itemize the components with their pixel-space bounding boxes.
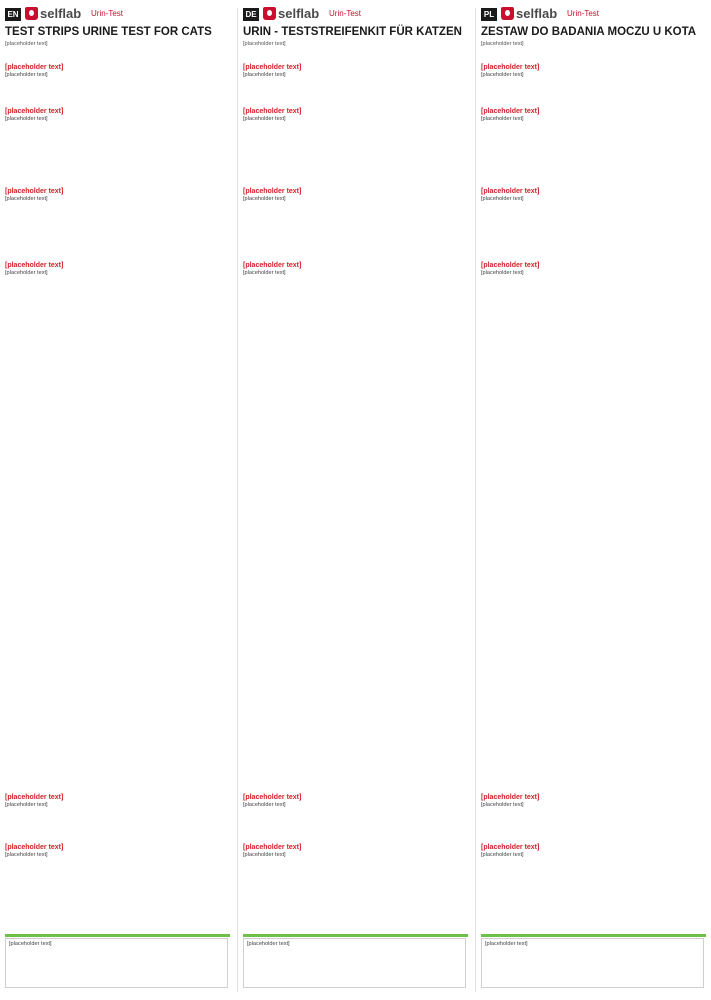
column-header <box>243 8 468 26</box>
section-body: [placeholder text] <box>5 270 48 276</box>
logo-text: selflab <box>278 6 320 21</box>
logo-text: selflab <box>516 6 558 21</box>
green-divider <box>5 934 230 937</box>
section-interpretation <box>243 262 468 794</box>
section-body: [placeholder text] <box>481 196 524 202</box>
column-english <box>5 8 230 992</box>
section-body: [placeholder text] <box>243 270 286 276</box>
section-title: [placeholder text] <box>481 844 540 851</box>
selflab-logo-icon <box>263 7 276 20</box>
section-interpretation <box>5 262 230 794</box>
logo-text: selflab <box>40 6 82 21</box>
section-title: [placeholder text] <box>243 844 302 851</box>
section-body: [placeholder text] <box>243 116 286 122</box>
intro-text: [placeholder text] <box>243 41 286 47</box>
column-header <box>5 8 230 26</box>
section-body: [placeholder text] <box>481 270 524 276</box>
section-body: [placeholder text] <box>5 852 48 858</box>
footer-note: [placeholder text] <box>481 938 704 988</box>
section-storage <box>5 794 230 834</box>
section-body: [placeholder text] <box>5 116 48 122</box>
section-title: [placeholder text] <box>481 188 540 195</box>
page-title: ZESTAW DO BADANIA MOCZU U KOTA <box>481 26 697 38</box>
section-title: [placeholder text] <box>5 108 64 115</box>
footer-note: [placeholder text] <box>243 938 466 988</box>
section-storage <box>243 794 468 834</box>
section-storage <box>481 794 706 834</box>
section-body: [placeholder text] <box>5 802 48 808</box>
section-body: [placeholder text] <box>481 802 524 808</box>
section-kit-contents <box>481 108 706 166</box>
section-kit-contents <box>243 108 468 166</box>
section-sample-collection <box>243 188 468 260</box>
section-title: [placeholder text] <box>243 108 302 115</box>
green-divider <box>243 934 468 937</box>
section-title: [placeholder text] <box>481 794 540 801</box>
section-kit-contents <box>5 108 230 166</box>
section-body: [placeholder text] <box>243 802 286 808</box>
section-interpretation <box>481 262 706 794</box>
section-title: [placeholder text] <box>5 262 64 269</box>
product-name: Urin-Test <box>91 9 124 18</box>
section-specification <box>5 64 230 100</box>
section-title: [placeholder text] <box>243 64 302 71</box>
section-sample-collection <box>5 188 230 260</box>
column-polish <box>481 8 706 992</box>
section-title: [placeholder text] <box>481 262 540 269</box>
section-title: [placeholder text] <box>243 794 302 801</box>
section-body: [placeholder text] <box>243 196 286 202</box>
section-body: [placeholder text] <box>243 72 286 78</box>
section-specification <box>481 64 706 100</box>
section-warnings <box>481 844 706 932</box>
section-title: [placeholder text] <box>5 64 64 71</box>
section-title: [placeholder text] <box>5 794 64 801</box>
section-title: [placeholder text] <box>5 188 64 195</box>
section-warnings <box>243 844 468 932</box>
page-title: TEST STRIPS URINE TEST FOR CATS <box>5 26 212 38</box>
intro-text: [placeholder text] <box>5 41 48 47</box>
page-title: URIN - TESTSTREIFENKIT FÜR KATZEN <box>243 26 462 38</box>
intro-text: [placeholder text] <box>481 41 524 47</box>
section-title: [placeholder text] <box>243 262 302 269</box>
column-divider <box>237 8 238 992</box>
section-body: [placeholder text] <box>5 72 48 78</box>
section-body: [placeholder text] <box>5 196 48 202</box>
section-title: [placeholder text] <box>481 108 540 115</box>
section-title: [placeholder text] <box>243 188 302 195</box>
section-title: [placeholder text] <box>481 64 540 71</box>
language-badge: PL <box>481 8 497 21</box>
product-name: Urin-Test <box>329 9 362 18</box>
section-sample-collection <box>481 188 706 260</box>
selflab-logo-icon <box>501 7 514 20</box>
footer-note: [placeholder text] <box>5 938 228 988</box>
language-badge: EN <box>5 8 21 21</box>
section-body: [placeholder text] <box>481 116 524 122</box>
product-name: Urin-Test <box>567 9 600 18</box>
section-title: [placeholder text] <box>5 844 64 851</box>
column-german <box>243 8 468 992</box>
column-header <box>481 8 706 26</box>
section-body: [placeholder text] <box>481 72 524 78</box>
section-body: [placeholder text] <box>243 852 286 858</box>
selflab-logo-icon <box>25 7 38 20</box>
green-divider <box>481 934 706 937</box>
section-warnings <box>5 844 230 932</box>
section-specification <box>243 64 468 100</box>
column-divider <box>475 8 476 992</box>
section-body: [placeholder text] <box>481 852 524 858</box>
language-badge: DE <box>243 8 259 21</box>
